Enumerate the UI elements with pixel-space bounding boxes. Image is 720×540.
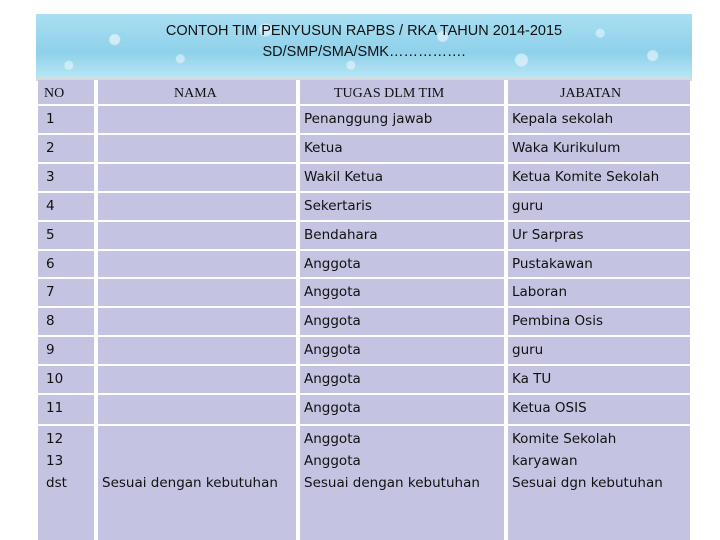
cell-nama bbox=[102, 450, 278, 472]
header-no: NO bbox=[44, 86, 65, 101]
slide bbox=[36, 14, 692, 540]
column-divider bbox=[94, 80, 98, 540]
column-divider bbox=[504, 80, 508, 540]
cell-jabatan: guru bbox=[512, 198, 544, 214]
cell-tugas: Sekertaris bbox=[304, 198, 372, 214]
row-divider bbox=[38, 191, 690, 193]
team-table bbox=[38, 80, 690, 540]
cell-no: 9 bbox=[46, 342, 55, 358]
cell-nama bbox=[102, 428, 278, 450]
cell-no: 13 bbox=[46, 453, 64, 469]
cell-no: 11 bbox=[46, 400, 64, 416]
header-nama: NAMA bbox=[174, 86, 217, 101]
row-divider bbox=[38, 277, 690, 279]
row-divider bbox=[38, 424, 690, 426]
cell-tugas: Anggota bbox=[304, 342, 361, 358]
last-row-jabatan bbox=[512, 428, 663, 494]
row-divider bbox=[38, 162, 690, 164]
cell-tugas: Anggota bbox=[304, 371, 361, 387]
cell-tugas: Anggota bbox=[304, 400, 361, 416]
cell-jabatan: Ketua Komite Sekolah bbox=[512, 169, 660, 185]
cell-no: 5 bbox=[46, 227, 55, 243]
cell-tugas: Anggota bbox=[304, 313, 361, 329]
row-divider bbox=[38, 104, 690, 106]
cell-tugas: Anggota bbox=[304, 453, 361, 469]
last-row-no bbox=[46, 428, 67, 494]
title-banner bbox=[36, 14, 692, 81]
page-title: CONTOH TIM PENYUSUN RAPBS / RKA TAHUN 2014-2015 bbox=[165, 23, 563, 39]
column-divider bbox=[296, 80, 300, 540]
row-divider bbox=[38, 220, 690, 222]
cell-jabatan: Ur Sarpras bbox=[512, 227, 584, 243]
cell-no: 1 bbox=[46, 111, 55, 127]
row-divider bbox=[38, 364, 690, 366]
cell-nama: Sesuai dengan kebutuhan bbox=[102, 475, 278, 491]
cell-jabatan: Pembina Osis bbox=[512, 313, 603, 329]
cell-tugas: Wakil Ketua bbox=[304, 169, 383, 185]
cell-tugas: Ketua bbox=[304, 140, 343, 156]
cell-no: 8 bbox=[46, 313, 55, 329]
cell-jabatan: Laboran bbox=[512, 284, 568, 300]
row-divider bbox=[38, 335, 690, 337]
cell-jabatan: Ka TU bbox=[512, 371, 552, 387]
cell-jabatan: Komite Sekolah bbox=[512, 431, 617, 447]
cell-no: dst bbox=[46, 475, 67, 491]
cell-no: 3 bbox=[46, 169, 55, 185]
cell-jabatan: Pustakawan bbox=[512, 256, 593, 272]
page-subtitle: SD/SMP/SMA/SMK……………. bbox=[262, 44, 466, 60]
cell-no: 6 bbox=[46, 256, 55, 272]
last-row-nama bbox=[102, 428, 278, 494]
row-divider bbox=[38, 249, 690, 251]
cell-jabatan: Ketua OSIS bbox=[512, 400, 587, 416]
cell-no: 2 bbox=[46, 140, 55, 156]
cell-jabatan: karyawan bbox=[512, 453, 578, 469]
header-tugas: TUGAS DLM TIM bbox=[334, 86, 445, 101]
cell-tugas: Bendahara bbox=[304, 227, 378, 243]
cell-tugas: Sesuai dengan kebutuhan bbox=[304, 475, 480, 491]
cell-no: 4 bbox=[46, 198, 55, 214]
cell-no: 10 bbox=[46, 371, 64, 387]
row-divider bbox=[38, 133, 690, 135]
cell-tugas: Anggota bbox=[304, 256, 361, 272]
cell-tugas: Anggota bbox=[304, 431, 361, 447]
cell-jabatan: Kepala sekolah bbox=[512, 111, 614, 127]
cell-no: 7 bbox=[46, 284, 55, 300]
cell-tugas: Anggota bbox=[304, 284, 361, 300]
row-divider bbox=[38, 393, 690, 395]
cell-jabatan: Waka Kurikulum bbox=[512, 140, 621, 156]
cell-jabatan: guru bbox=[512, 342, 544, 358]
cell-no: 12 bbox=[46, 431, 64, 447]
row-divider bbox=[38, 306, 690, 308]
last-row-tugas bbox=[304, 428, 480, 494]
cell-tugas: Penanggung jawab bbox=[304, 111, 433, 127]
cell-jabatan: Sesuai dgn kebutuhan bbox=[512, 475, 663, 491]
header-jabatan: JABATAN bbox=[560, 86, 622, 101]
